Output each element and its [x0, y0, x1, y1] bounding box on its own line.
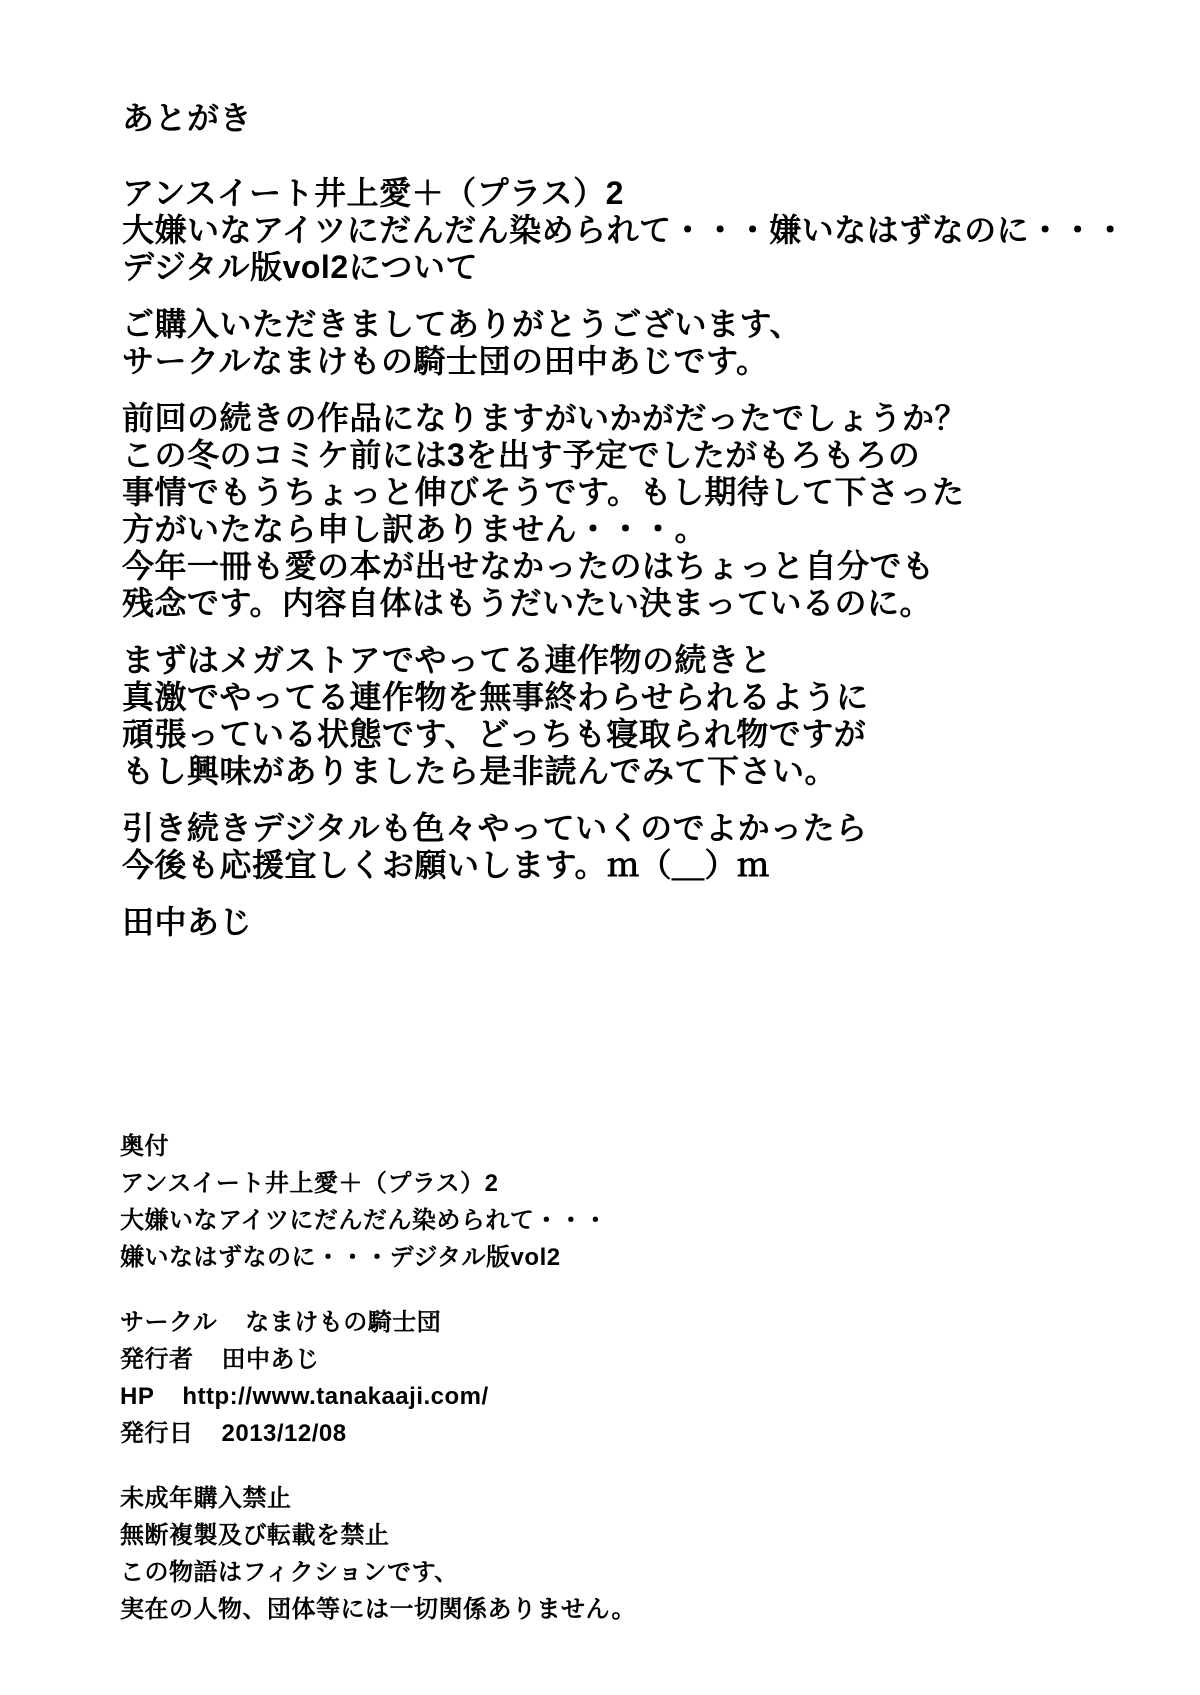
text-line: 事情でもうちょっと伸びそうです。もし期待して下さった [122, 474, 965, 510]
text-line: 今後も応援宜しくお願いします。ｍ（＿）ｍ [122, 847, 770, 883]
colophon-title-line: アンスイート井上愛＋（プラス）2 [120, 1170, 499, 1197]
publication-row-circle [120, 1304, 1020, 1341]
publication-label: 発行日 [120, 1420, 194, 1447]
text-line: 頑張っている状態です、どっちも寝取られ物ですが [122, 716, 867, 752]
afterword-paragraph-serials [122, 642, 1152, 790]
afterword-heading: あとがき [122, 100, 253, 136]
text-line: 方がいたなら申し訳ありません・・・。 [122, 511, 708, 547]
text-line: サークルなまけもの騎士団の田中あじです。 [122, 343, 769, 379]
publication-label: 発行者 [120, 1346, 194, 1373]
colophon-section [120, 1128, 1020, 1656]
text-line: 真激でやってる連作物を無事終わらせられるように [122, 679, 869, 715]
colophon-title-line: 嫌いなはずなのに・・・デジタル版vol2 [120, 1244, 561, 1271]
afterword-section [122, 100, 1152, 941]
text-line: デジタル版vol2について [122, 249, 478, 285]
publication-value: なまけもの騎士団 [245, 1309, 442, 1336]
notice-line: 無断複製及び転載を禁止 [120, 1522, 390, 1549]
text-line: 残念です。内容自体はもうだいたい決まっているのに。 [122, 585, 932, 621]
publication-date: 2013/12/08 [221, 1420, 347, 1447]
text-line: ご購入いただきましてありがとうございます、 [122, 306, 802, 342]
publication-url: http://www.tanakaaji.com/ [182, 1383, 489, 1410]
text-line: この冬のコミケ前には3を出す予定でしたがもろもろの [122, 437, 921, 473]
colophon-notices-group [120, 1480, 1020, 1628]
notice-line: この物語はフィクションです、 [120, 1559, 459, 1586]
notice-line: 未成年購入禁止 [120, 1485, 292, 1512]
author-signature: 田中あじ [122, 904, 253, 940]
text-line: まずはメガストアでやってる連作物の続きと [122, 642, 773, 678]
publication-row-date [120, 1415, 1020, 1452]
text-line: 今年一冊も愛の本が出せなかったのはちょっと自分でも [122, 548, 935, 584]
text-line: 大嫌いなアイツにだんだん染められて・・・嫌いなはずなのに・・・ [122, 212, 1127, 248]
afterword-paragraph-title [122, 175, 1152, 286]
publication-label: サークル [120, 1309, 218, 1336]
text-line: 前回の続きの作品になりますがいかがだったでしょうか？ [122, 400, 968, 436]
notice-line: 実在の人物、団体等には一切関係ありません。 [120, 1596, 636, 1623]
text-line: アンスイート井上愛＋（プラス）2 [122, 175, 624, 211]
colophon-title-line: 大嫌いなアイツにだんだん染められて・・・ [120, 1207, 608, 1234]
publication-value: 田中あじ [221, 1346, 320, 1373]
colophon-heading: 奥付 [120, 1133, 169, 1160]
afterword-paragraph-update [122, 400, 1152, 622]
afterword-paragraph-greeting [122, 306, 1152, 380]
publication-row-publisher [120, 1341, 1020, 1378]
publication-row-homepage [120, 1378, 1020, 1415]
text-line: もし興味がありましたら是非読んでみて下さい。 [122, 753, 838, 789]
colophon-title-group [120, 1128, 1020, 1276]
afterword-paragraph-closing [122, 810, 1152, 884]
colophon-publication-group [120, 1304, 1020, 1452]
publication-label: HP [120, 1383, 155, 1410]
text-line: 引き続きデジタルも色々やっていくのでよかったら [122, 810, 868, 846]
